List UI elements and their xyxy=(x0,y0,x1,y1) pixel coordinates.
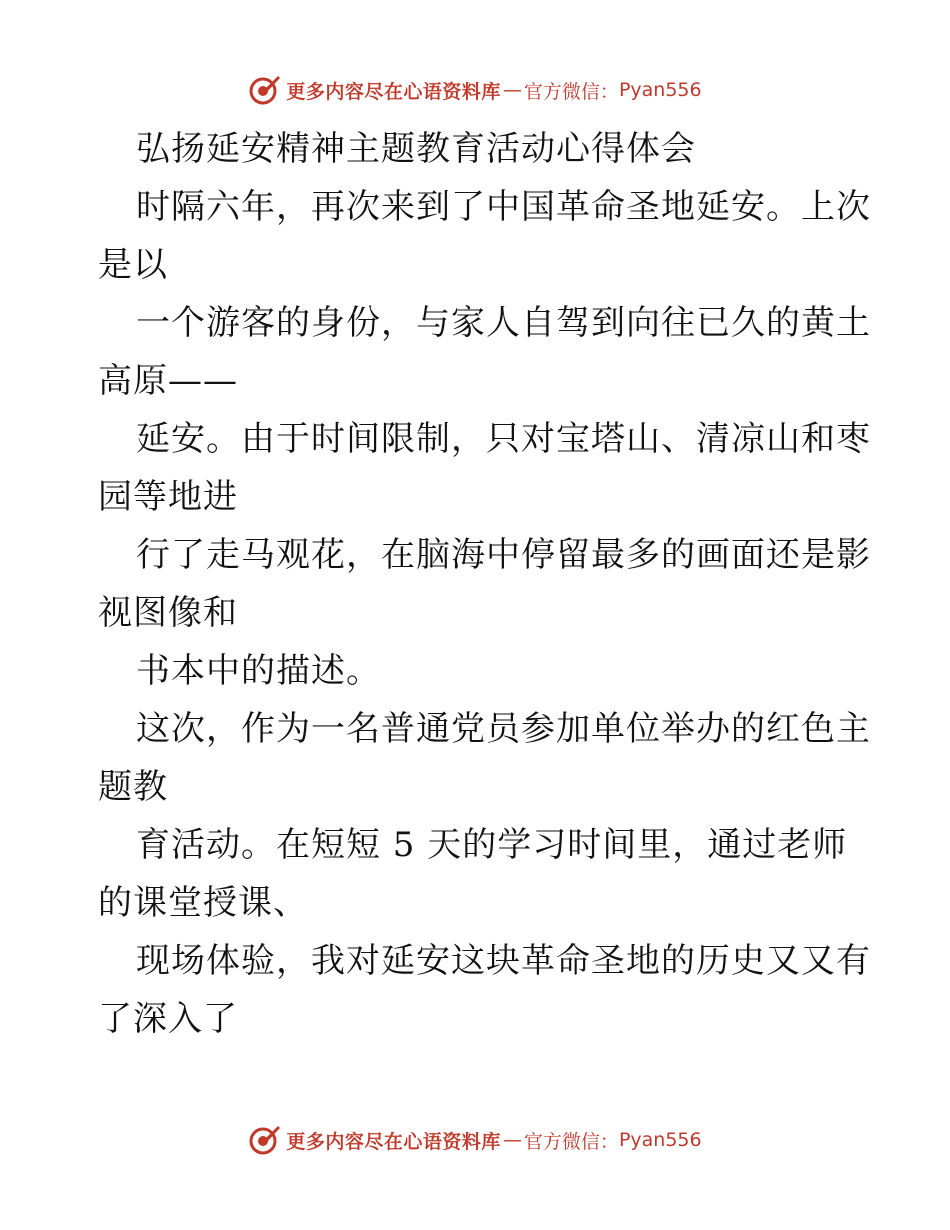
text-line: 题教 xyxy=(98,767,168,807)
text-line: 现场体验，我对延安这块革命圣地的历史又又有 xyxy=(136,941,871,981)
header-wechat-label: 官方微信： xyxy=(523,80,619,103)
text-line: 是以 xyxy=(98,245,168,285)
footer-slogan: 更多内容尽在心语资料库 xyxy=(286,1130,501,1153)
text-line: 高原—— xyxy=(98,361,238,401)
text-line: 的课堂授课、 xyxy=(98,883,308,923)
text-line: 视图像和 xyxy=(98,593,238,633)
quill-logo-icon xyxy=(248,1123,282,1157)
document-body xyxy=(98,120,871,1048)
footer-dash: — xyxy=(502,1129,522,1151)
text-line: 一个游客的身份，与家人自驾到向往已久的黄土 xyxy=(136,303,871,343)
text-line: 这次，作为一名普通党员参加单位举办的红色主 xyxy=(136,709,871,749)
text-line: 园等地进 xyxy=(98,477,238,517)
header-slogan: 更多内容尽在心语资料库 xyxy=(286,80,501,103)
footer-wechat-label: 官方微信： xyxy=(523,1130,619,1153)
footer-wechat-id: Pyan556 xyxy=(618,1129,702,1151)
header-banner xyxy=(0,70,950,110)
header-wechat-id: Pyan556 xyxy=(618,79,702,101)
document-title: 弘扬延安精神主题教育活动心得体会 xyxy=(136,129,696,169)
footer-banner xyxy=(0,1120,950,1160)
quill-logo-icon xyxy=(248,73,282,107)
header-dash: — xyxy=(502,79,522,101)
text-line: 了深入了 xyxy=(98,999,238,1039)
text-line: 时隔六年，再次来到了中国革命圣地延安。上次 xyxy=(136,187,871,227)
text-line: 育活动。在短短 5 天的学习时间里，通过老师 xyxy=(136,825,848,865)
text-line: 书本中的描述。 xyxy=(136,651,381,691)
text-line: 行了走马观花，在脑海中停留最多的画面还是影 xyxy=(136,535,871,575)
text-line: 延安。由于时间限制，只对宝塔山、清凉山和枣 xyxy=(136,419,871,459)
